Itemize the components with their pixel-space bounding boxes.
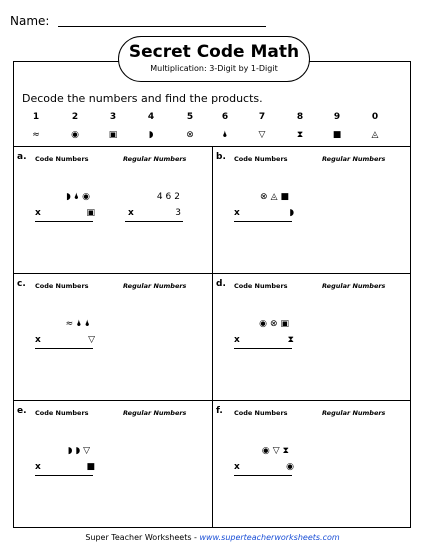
answer-line bbox=[35, 348, 93, 349]
multiply-sign: x bbox=[234, 335, 240, 345]
key-item bbox=[361, 112, 389, 140]
key-symbol: ◉ bbox=[71, 130, 79, 140]
problem-cell bbox=[13, 400, 212, 527]
key-symbol: ▽ bbox=[258, 130, 266, 140]
problem-label: f. bbox=[216, 406, 223, 416]
regular-numbers-header: Regular Numbers bbox=[123, 282, 187, 290]
key-digit: 1 bbox=[32, 112, 40, 122]
problem-cell bbox=[212, 400, 411, 527]
multiply-sign: x bbox=[35, 462, 41, 472]
key-symbol: ⧗ bbox=[296, 130, 304, 140]
name-label: Name: bbox=[10, 14, 50, 28]
regular-top: 462 bbox=[156, 192, 183, 202]
key-symbol: ■ bbox=[332, 130, 342, 140]
code-numbers-header: Code Numbers bbox=[234, 282, 288, 290]
key-digit: 7 bbox=[258, 112, 266, 122]
code-bottom: ◗ bbox=[289, 208, 294, 218]
key-item bbox=[137, 112, 165, 140]
answer-line bbox=[234, 221, 292, 222]
problem-cell bbox=[13, 273, 212, 400]
answer-line bbox=[35, 221, 93, 222]
key-symbol: ⊗ bbox=[186, 130, 194, 140]
problem-label: c. bbox=[17, 279, 26, 289]
key-digit: 9 bbox=[333, 112, 341, 122]
code-top: ◗◗▽ bbox=[67, 446, 93, 456]
problem-cell bbox=[212, 146, 411, 273]
answer-line bbox=[35, 475, 93, 476]
key-digit: 2 bbox=[71, 112, 79, 122]
regular-numbers-header: Regular Numbers bbox=[322, 409, 386, 417]
problem-label: a. bbox=[17, 152, 27, 162]
footer-link[interactable]: www.superteacherworksheets.com bbox=[199, 533, 340, 542]
regular-bottom: 3 bbox=[175, 208, 181, 218]
code-numbers-header: Code Numbers bbox=[35, 155, 89, 163]
code-numbers-header: Code Numbers bbox=[35, 282, 89, 290]
answer-line bbox=[234, 475, 292, 476]
answer-line bbox=[234, 348, 292, 349]
code-numbers-header: Code Numbers bbox=[234, 409, 288, 417]
multiply-sign: x bbox=[234, 208, 240, 218]
key-symbol: ≈ bbox=[32, 130, 40, 140]
code-bottom: ▣ bbox=[86, 208, 95, 218]
key-item bbox=[323, 112, 351, 140]
key-digit: 3 bbox=[109, 112, 117, 122]
code-top: ≈🌢🌢 bbox=[65, 319, 93, 329]
multiply-sign: x bbox=[35, 335, 41, 345]
problem-label: e. bbox=[17, 406, 27, 416]
multiply-sign: x bbox=[128, 208, 134, 218]
name-field[interactable] bbox=[58, 26, 266, 27]
key-symbol: ◗ bbox=[148, 130, 154, 140]
code-bottom: ▽ bbox=[88, 335, 95, 345]
code-bottom: ◉ bbox=[286, 462, 294, 472]
key-digit: 0 bbox=[371, 112, 379, 122]
regular-numbers-header: Regular Numbers bbox=[123, 409, 187, 417]
key-item bbox=[211, 112, 239, 140]
key-item bbox=[22, 112, 50, 140]
title-banner bbox=[118, 36, 310, 82]
code-bottom: ⧗ bbox=[287, 335, 294, 345]
answer-line bbox=[125, 221, 183, 222]
footer bbox=[0, 533, 425, 542]
key-symbol: ▣ bbox=[108, 130, 118, 140]
multiply-sign: x bbox=[35, 208, 41, 218]
footer-prefix: Super Teacher Worksheets - bbox=[85, 533, 200, 542]
code-top: ◉▽⧗ bbox=[261, 446, 292, 456]
code-numbers-header: Code Numbers bbox=[35, 409, 89, 417]
key-item bbox=[286, 112, 314, 140]
problem-label: b. bbox=[216, 152, 226, 162]
regular-numbers-header: Regular Numbers bbox=[322, 282, 386, 290]
regular-numbers-header: Regular Numbers bbox=[322, 155, 386, 163]
code-top: ⊗◬■ bbox=[260, 192, 292, 202]
key-symbol: ◬ bbox=[371, 130, 379, 140]
key-item bbox=[61, 112, 89, 140]
page-title: Secret Code Math bbox=[128, 42, 300, 62]
problem-cell bbox=[212, 273, 411, 400]
problem-grid bbox=[13, 146, 411, 528]
code-bottom: ■ bbox=[86, 462, 95, 472]
key-item bbox=[176, 112, 204, 140]
code-top: ◉⊗▣ bbox=[259, 319, 292, 329]
key-digit: 8 bbox=[296, 112, 304, 122]
key-symbol: 🌢 bbox=[222, 130, 228, 140]
regular-numbers-header: Regular Numbers bbox=[123, 155, 187, 163]
multiply-sign: x bbox=[234, 462, 240, 472]
key-digit: 5 bbox=[186, 112, 194, 122]
key-digit: 4 bbox=[147, 112, 155, 122]
instructions: Decode the numbers and find the products. bbox=[22, 92, 263, 105]
key-item bbox=[248, 112, 276, 140]
problem-cell bbox=[13, 146, 212, 273]
problem-label: d. bbox=[216, 279, 226, 289]
key-digit: 6 bbox=[221, 112, 229, 122]
key-item bbox=[99, 112, 127, 140]
code-numbers-header: Code Numbers bbox=[234, 155, 288, 163]
code-top: ◗🌢◉ bbox=[66, 192, 93, 202]
page-subtitle: Multiplication: 3-Digit by 1-Digit bbox=[150, 64, 278, 73]
